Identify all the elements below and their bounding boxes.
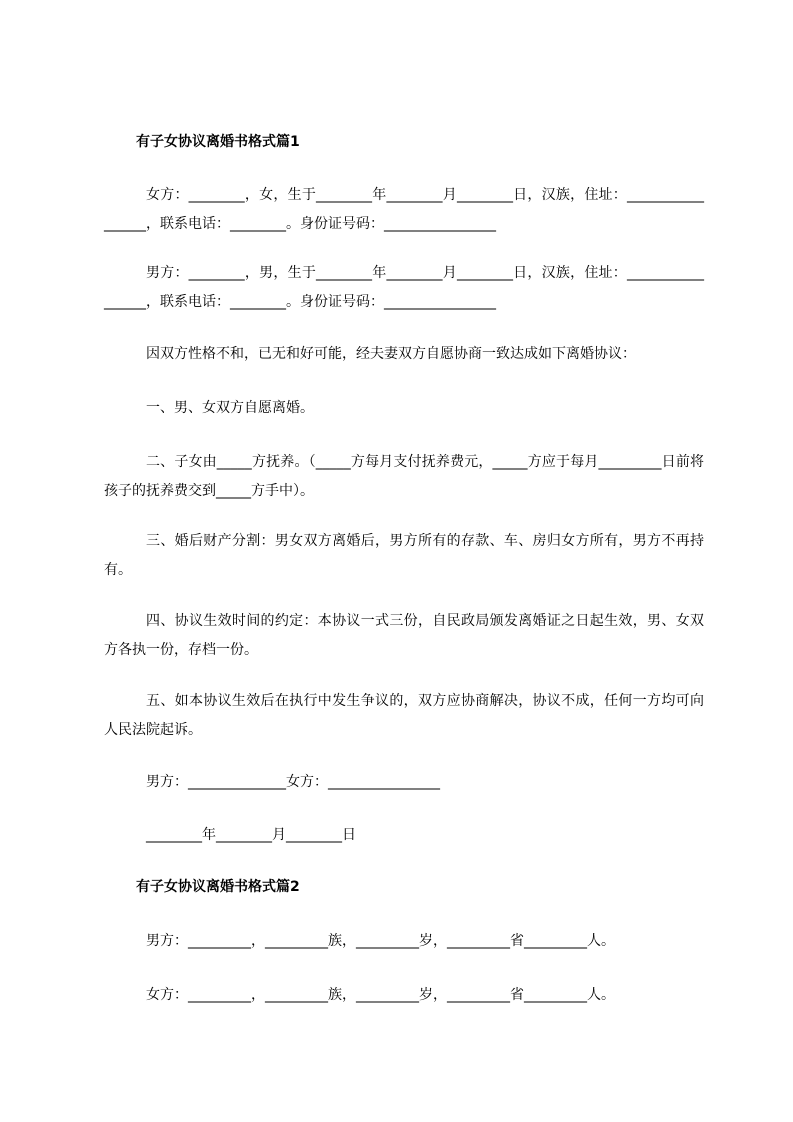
intro-paragraph: 因双方性格不和，已无和好可能，经夫妻双方自愿协商一致达成如下离婚协议： xyxy=(146,346,636,362)
section2-female-line: 女方：_________，_________族，_________岁，_________省_________人。 xyxy=(146,987,615,1003)
signature-line: 男方：______________女方：________________ xyxy=(146,774,440,790)
section1-heading: 有子女协议离婚书格式篇1 xyxy=(136,134,300,150)
section2-male-line: 男方：_________，_________族，_________岁，_________省_________人。 xyxy=(146,933,615,949)
clause-3: 三、婚后财产分割：男女双方离婚后，男方所有的存款、车、房归女方所有，男方不再持有。 xyxy=(104,533,704,578)
male-info-paragraph: 男方：________，男，生于________年________月________日，汉族，住址：_________________，联系电话：________。身份证号码：________________ xyxy=(104,265,704,310)
clause-5: 五、如本协议生效后在执行中发生争议的，双方应协商解决，协议不成，任何一方均可向人民法院起诉。 xyxy=(104,693,704,738)
female-info-paragraph: 女方：________，女，生于________年________月________日，汉族，住址：_________________，联系电话：________。身份证号码：________________ xyxy=(104,187,704,232)
clause-1: 一、男、女双方自愿离婚。 xyxy=(146,400,314,416)
date-line: ________年________月________日 xyxy=(146,827,356,843)
clause-4: 四、协议生效时间的约定：本协议一式三份，自民政局颁发离婚证之日起生效，男、女双方各执一份，存档一份。 xyxy=(104,613,704,658)
clause-2: 二、子女由_____方抚养。（_____方每月支付抚养费元，_____方应于每月_________日前将孩子的抚养费交到_____方手中）。 xyxy=(104,454,704,499)
section2-heading: 有子女协议离婚书格式篇2 xyxy=(136,879,300,895)
